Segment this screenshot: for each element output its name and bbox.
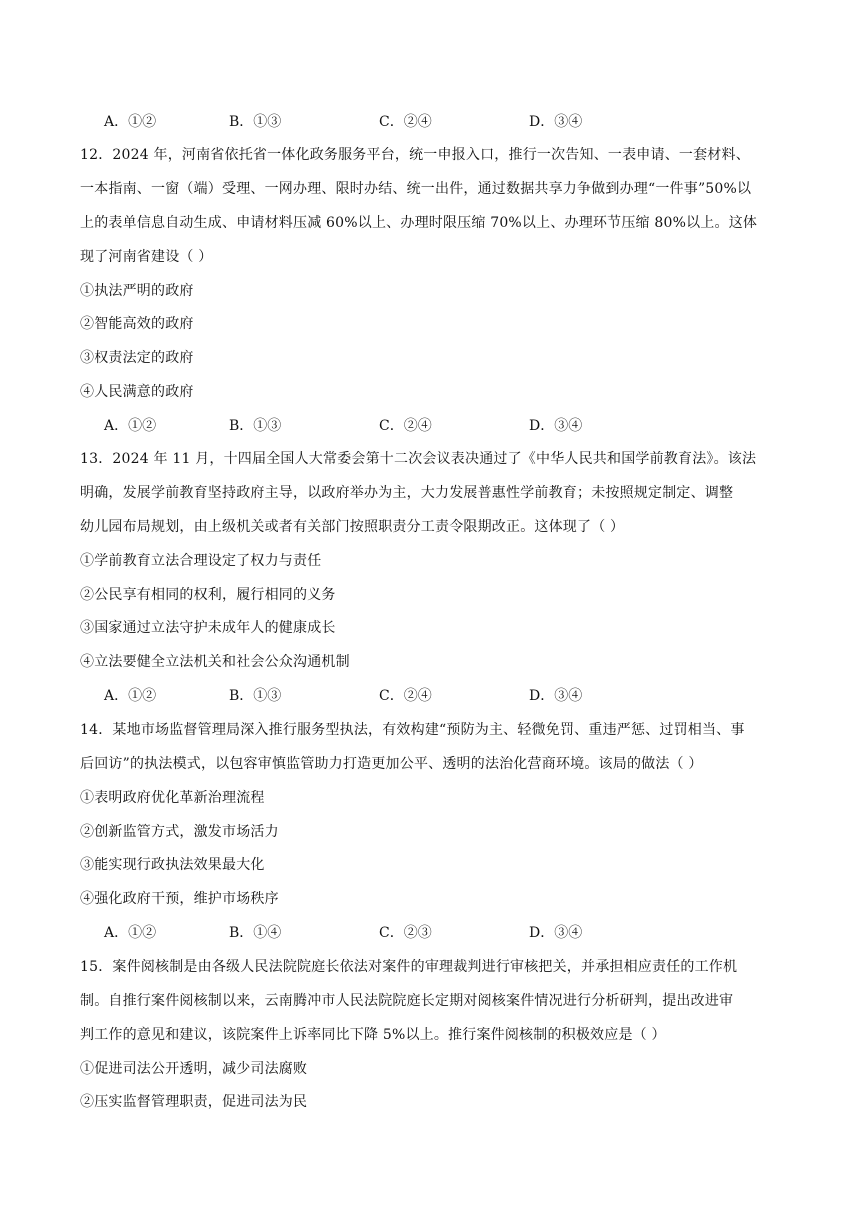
q12-statement-1: ①执法严明的政府 (80, 283, 194, 299)
q13-options (104, 686, 604, 706)
q14-statement-4: ④强化政府干预，维护市场秩序 (80, 891, 279, 907)
q11-option-c[interactable]: C．②④ (379, 114, 432, 130)
q14-option-a[interactable]: A．①② (104, 925, 157, 941)
q12-stem-line-2: 一本指南、一窗（端）受理、一网办理、限时办结、统一出件，通过数据共享力争做到办理“一件事”50%以 (80, 181, 752, 197)
q12-option-b[interactable]: B．①③ (229, 418, 282, 434)
q15-stem-line-1: 15．案件阅核制是由各级人民法院院庭长依法对案件的审理裁判进行审核把关，并承担相应责任的工作机 (80, 959, 738, 975)
q11-option-a[interactable]: A．①② (104, 114, 157, 130)
q15-statement-1: ①促进司法公开透明，减少司法腐败 (80, 1061, 308, 1077)
q13-option-a[interactable]: A．①② (104, 688, 157, 704)
q12-option-d[interactable]: D．③④ (529, 418, 583, 434)
q12-option-c[interactable]: C．②④ (379, 418, 432, 434)
q13-statement-1: ①学前教育立法合理设定了权力与责任 (80, 553, 322, 569)
q11-options (104, 112, 604, 132)
q11-option-b[interactable]: B．①③ (229, 114, 282, 130)
q13-option-d[interactable]: D．③④ (529, 688, 583, 704)
q12-stem-line-3: 上的表单信息自动生成、申请材料压减 60%以上、办理时限压缩 70%以上、办理环节压缩 80%以上。这体 (80, 215, 758, 231)
q14-statement-3: ③能实现行政执法效果最大化 (80, 857, 265, 873)
q14-options (104, 923, 604, 943)
q12-stem-line-4: 现了河南省建设（ ） (80, 249, 213, 265)
q15-statement-2: ②压实监督管理职责，促进司法为民 (80, 1094, 308, 1110)
q12-statement-2: ②智能高效的政府 (80, 316, 194, 332)
q14-option-b[interactable]: B．①④ (229, 925, 282, 941)
q12-stem-line-1: 12．2024 年，河南省依托省一体化政务服务平台，统一申报入口，推行一次告知、一表申请、一套材料、 (80, 147, 750, 163)
q13-stem-line-2: 明确，发展学前教育坚持政府主导，以政府举办为主，大力发展普惠性学前教育；未按照规定制定、调整 (80, 485, 734, 501)
q13-option-c[interactable]: C．②④ (379, 688, 432, 704)
q13-statement-4: ④立法要健全立法机关和社会公众沟通机制 (80, 654, 350, 670)
q14-statement-1: ①表明政府优化革新治理流程 (80, 790, 265, 806)
q14-option-d[interactable]: D．③④ (529, 925, 583, 941)
q13-option-b[interactable]: B．①③ (229, 688, 282, 704)
q14-stem-line-1: 14．某地市场监督管理局深入推行服务型执法，有效构建“预防为主、轻微免罚、重违严惩、过罚相当、事 (80, 722, 745, 738)
q14-stem-line-2: 后回访”的执法模式，以包容审慎监管助力打造更加公平、透明的法治化营商环境。该局的做法（ ） (80, 756, 703, 772)
q11-option-d[interactable]: D．③④ (529, 114, 583, 130)
q13-statement-3: ③国家通过立法守护未成年人的健康成长 (80, 620, 336, 636)
q12-option-a[interactable]: A．①② (104, 418, 157, 434)
q14-statement-2: ②创新监管方式，激发市场活力 (80, 824, 279, 840)
q15-stem-line-3: 判工作的意见和建议，该院案件上诉率同比下降 5%以上。推行案件阅核制的积极效应是（ ） (80, 1027, 666, 1043)
q12-options (104, 416, 604, 436)
q12-statement-4: ④人民满意的政府 (80, 384, 194, 400)
q13-statement-2: ②公民享有相同的权利，履行相同的义务 (80, 587, 336, 603)
q15-stem-line-2: 制。自推行案件阅核制以来，云南腾冲市人民法院院庭长定期对阅核案件情况进行分析研判，提出改进审 (80, 993, 734, 1009)
q12-statement-3: ③权责法定的政府 (80, 350, 194, 366)
q13-stem-line-1: 13．2024 年 11 月，十四届全国人大常委会第十二次会议表决通过了《中华人民共和国学前教育法》。该法 (80, 451, 757, 467)
q13-stem-line-3: 幼儿园布局规划，由上级机关或者有关部门按照职责分工责令限期改正。这体现了（ ） (80, 519, 625, 535)
q14-option-c[interactable]: C．②③ (379, 925, 432, 941)
